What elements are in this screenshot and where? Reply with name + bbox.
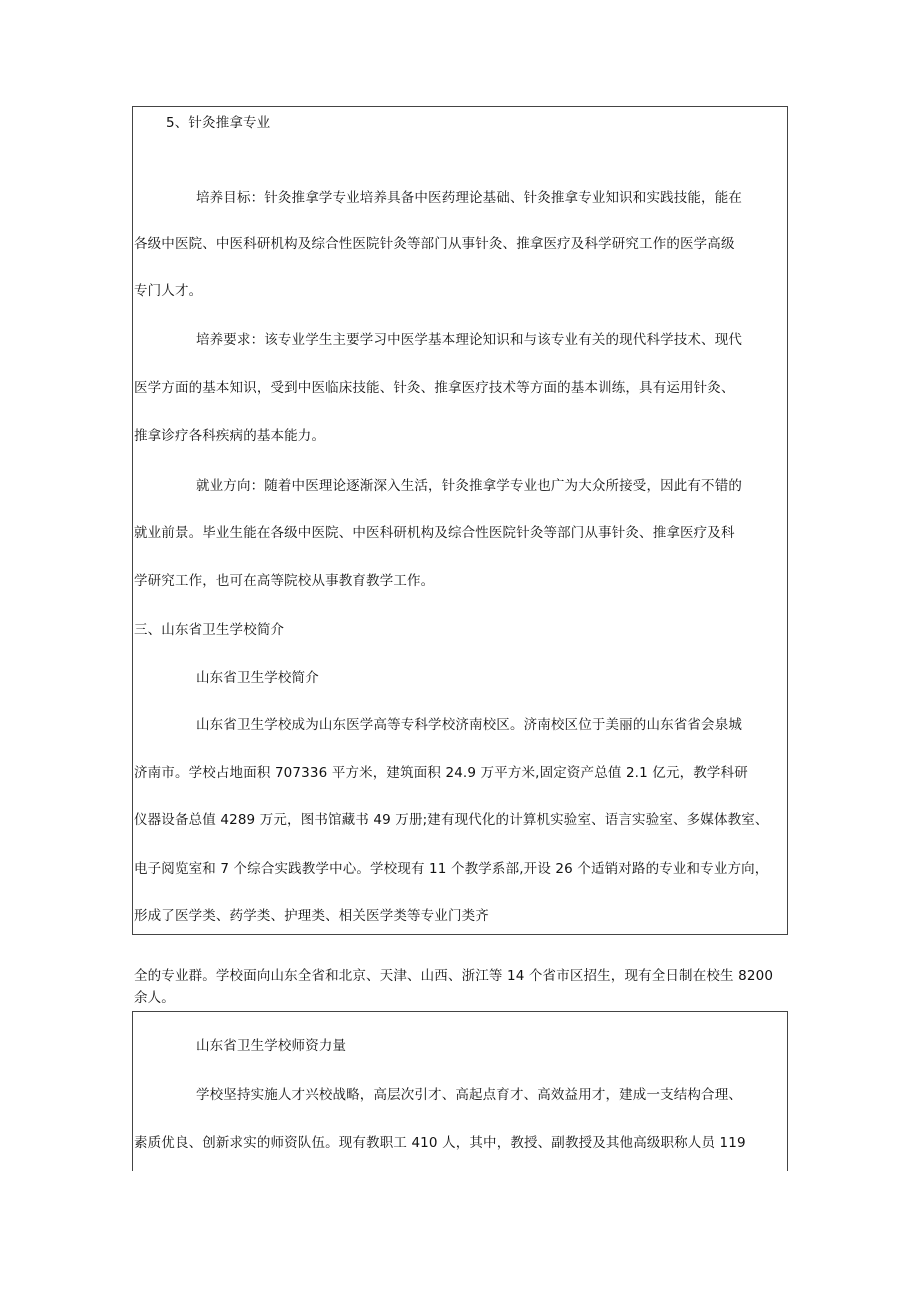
sub-heading: 山东省卫生学校简介	[196, 670, 319, 686]
goal-line-1: 培养目标：针灸推拿学专业培养具备中医药理论基础、针灸推拿专业知识和实践技能，能在	[196, 190, 742, 206]
faculty-line-1: 学校坚持实施人才兴校战略，高层次引才、高起点育才、高效益用才，建成一支结构合理、	[196, 1087, 742, 1103]
intro-line-2: 济南市。学校占地面积 707336 平方米，建筑面积 24.9 万平方米,固定资产总值 2.1 亿元，教学科研	[134, 765, 748, 781]
major-heading: 5、针灸推拿专业	[166, 115, 271, 131]
goal-line-3: 专门人才。	[134, 283, 203, 299]
faculty-heading: 山东省卫生学校师资力量	[196, 1038, 347, 1054]
intro-line-4: 电子阅览室和 7 个综合实践教学中心。学校现有 11 个教学系部,开设 26 个适销对路的专业和专业方向，	[134, 861, 769, 877]
faculty-line-2: 素质优良、创新求实的师资队伍。现有教职工 410 人，其中，教授、副教授及其他高级职称人员 119	[134, 1135, 746, 1151]
requirement-line-3: 推拿诊疗各科疾病的基本能力。	[134, 428, 326, 444]
employment-line-2: 就业前景。毕业生能在各级中医院、中医科研机构及综合性医院针灸等部门从事针灸、推拿医疗及科	[134, 525, 735, 541]
intro-line-1: 山东省卫生学校成为山东医学高等专科学校济南校区。济南校区位于美丽的山东省省会泉城	[196, 717, 742, 733]
intro-line-5: 形成了医学类、药学类、护理类、相关医学类等专业门类齐	[134, 908, 489, 924]
section-heading: 三、山东省卫生学校简介	[134, 622, 285, 638]
outside-line-2: 余人。	[134, 990, 175, 1006]
outside-line-1: 全的专业群。学校面向山东全省和北京、天津、山西、浙江等 14 个省市区招生，现有全日制在校生 8200	[134, 968, 774, 984]
employment-line-3: 学研究工作，也可在高等院校从事教育教学工作。	[134, 573, 435, 589]
requirement-line-1: 培养要求：该专业学生主要学习中医学基本理论知识和与该专业有关的现代科学技术、现代	[196, 332, 742, 348]
requirement-line-2: 医学方面的基本知识，受到中医临床技能、针灸、推拿医疗技术等方面的基本训练，具有运用针灸、	[134, 380, 735, 396]
employment-line-1: 就业方向：随着中医理论逐渐深入生活，针灸推拿学专业也广为大众所接受，因此有不错的	[196, 478, 742, 494]
goal-line-2: 各级中医院、中医科研机构及综合性医院针灸等部门从事针灸、推拿医疗及科学研究工作的医学高级	[134, 236, 735, 252]
intro-line-3: 仪器设备总值 4289 万元，图书馆藏书 49 万册;建有现代化的计算机实验室、语言实验室、多媒体教室、	[134, 812, 769, 828]
